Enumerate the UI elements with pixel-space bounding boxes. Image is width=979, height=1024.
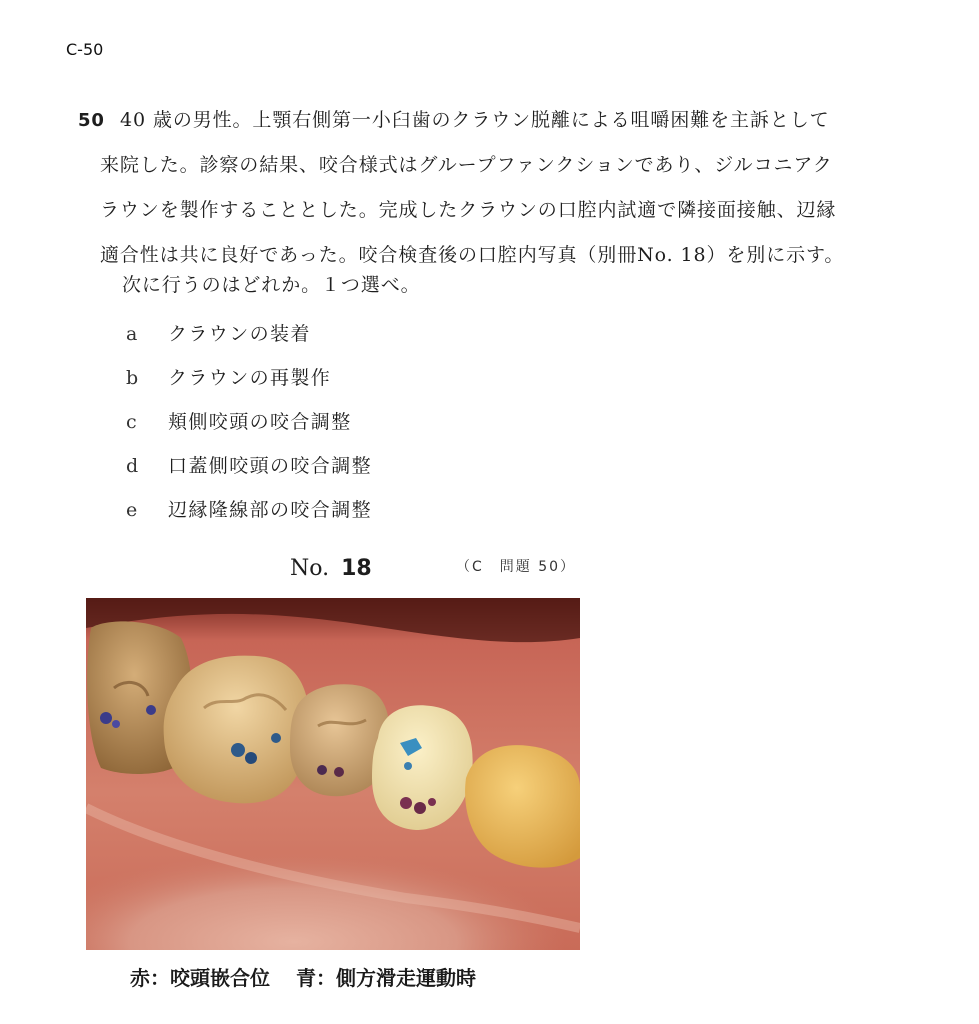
caption-blue-legend: 青：側方滑走運動時 — [296, 966, 476, 990]
choice-letter: a — [126, 323, 139, 345]
choice-text: 頬側咬頭の咬合調整 — [168, 411, 352, 433]
molar-tooth — [164, 656, 310, 804]
question-line-3: ラウンを製作することとした。完成したクラウンの口腔内試適で隣接面接触、辺縁 — [100, 199, 837, 221]
blue-mark — [245, 752, 257, 764]
figure-caption — [130, 962, 476, 991]
question-instruction: 次に行うのはどれか。１つ選べ。 — [122, 274, 421, 296]
choice-e[interactable] — [126, 488, 372, 532]
red-mark — [400, 797, 412, 809]
choice-text: 口蓋側咬頭の咬合調整 — [168, 455, 373, 477]
page-id: C-50 — [66, 40, 104, 59]
figure-label-number: 18 — [341, 556, 372, 581]
figure-label — [290, 556, 372, 581]
choice-letter: b — [126, 367, 140, 389]
blue-mark — [231, 743, 245, 757]
red-mark — [428, 798, 436, 806]
choice-c[interactable] — [126, 400, 372, 444]
question-line-1: 40 歳の男性。上顎右側第一小臼歯のクラウン脱離による咀嚼困難を主訴として — [120, 109, 830, 131]
intraoral-photo — [86, 598, 580, 950]
blue-mark — [404, 762, 412, 770]
choice-b[interactable] — [126, 356, 372, 400]
figure-reference: （C 問題 50） — [456, 559, 577, 575]
choice-letter: d — [126, 455, 140, 477]
answer-choices — [126, 312, 372, 532]
red-mark — [317, 765, 327, 775]
red-mark — [414, 802, 426, 814]
choice-a[interactable] — [126, 312, 372, 356]
choice-letter: c — [126, 411, 139, 433]
caption-red-legend: 赤：咬頭嵌合位 — [130, 966, 270, 990]
blue-mark — [271, 733, 281, 743]
blue-mark — [112, 720, 120, 728]
question-stem — [78, 98, 918, 278]
choice-d[interactable] — [126, 444, 372, 488]
question-line-4: 適合性は共に良好であった。咬合検査後の口腔内写真（別冊No. 18）を別に示す。 — [100, 244, 845, 266]
red-mark — [334, 767, 344, 777]
choice-letter: e — [126, 499, 139, 521]
blue-mark — [146, 705, 156, 715]
choice-text: クラウンの再製作 — [168, 367, 332, 389]
choice-text: クラウンの装着 — [168, 323, 311, 345]
question-line-2: 来院した。診察の結果、咬合様式はグループファンクションであり、ジルコニアク — [100, 154, 833, 176]
choice-text: 辺縁隆線部の咬合調整 — [168, 499, 373, 521]
question-number: 50 — [78, 110, 105, 131]
figure-label-prefix: No. — [290, 556, 330, 581]
blue-mark — [100, 712, 112, 724]
